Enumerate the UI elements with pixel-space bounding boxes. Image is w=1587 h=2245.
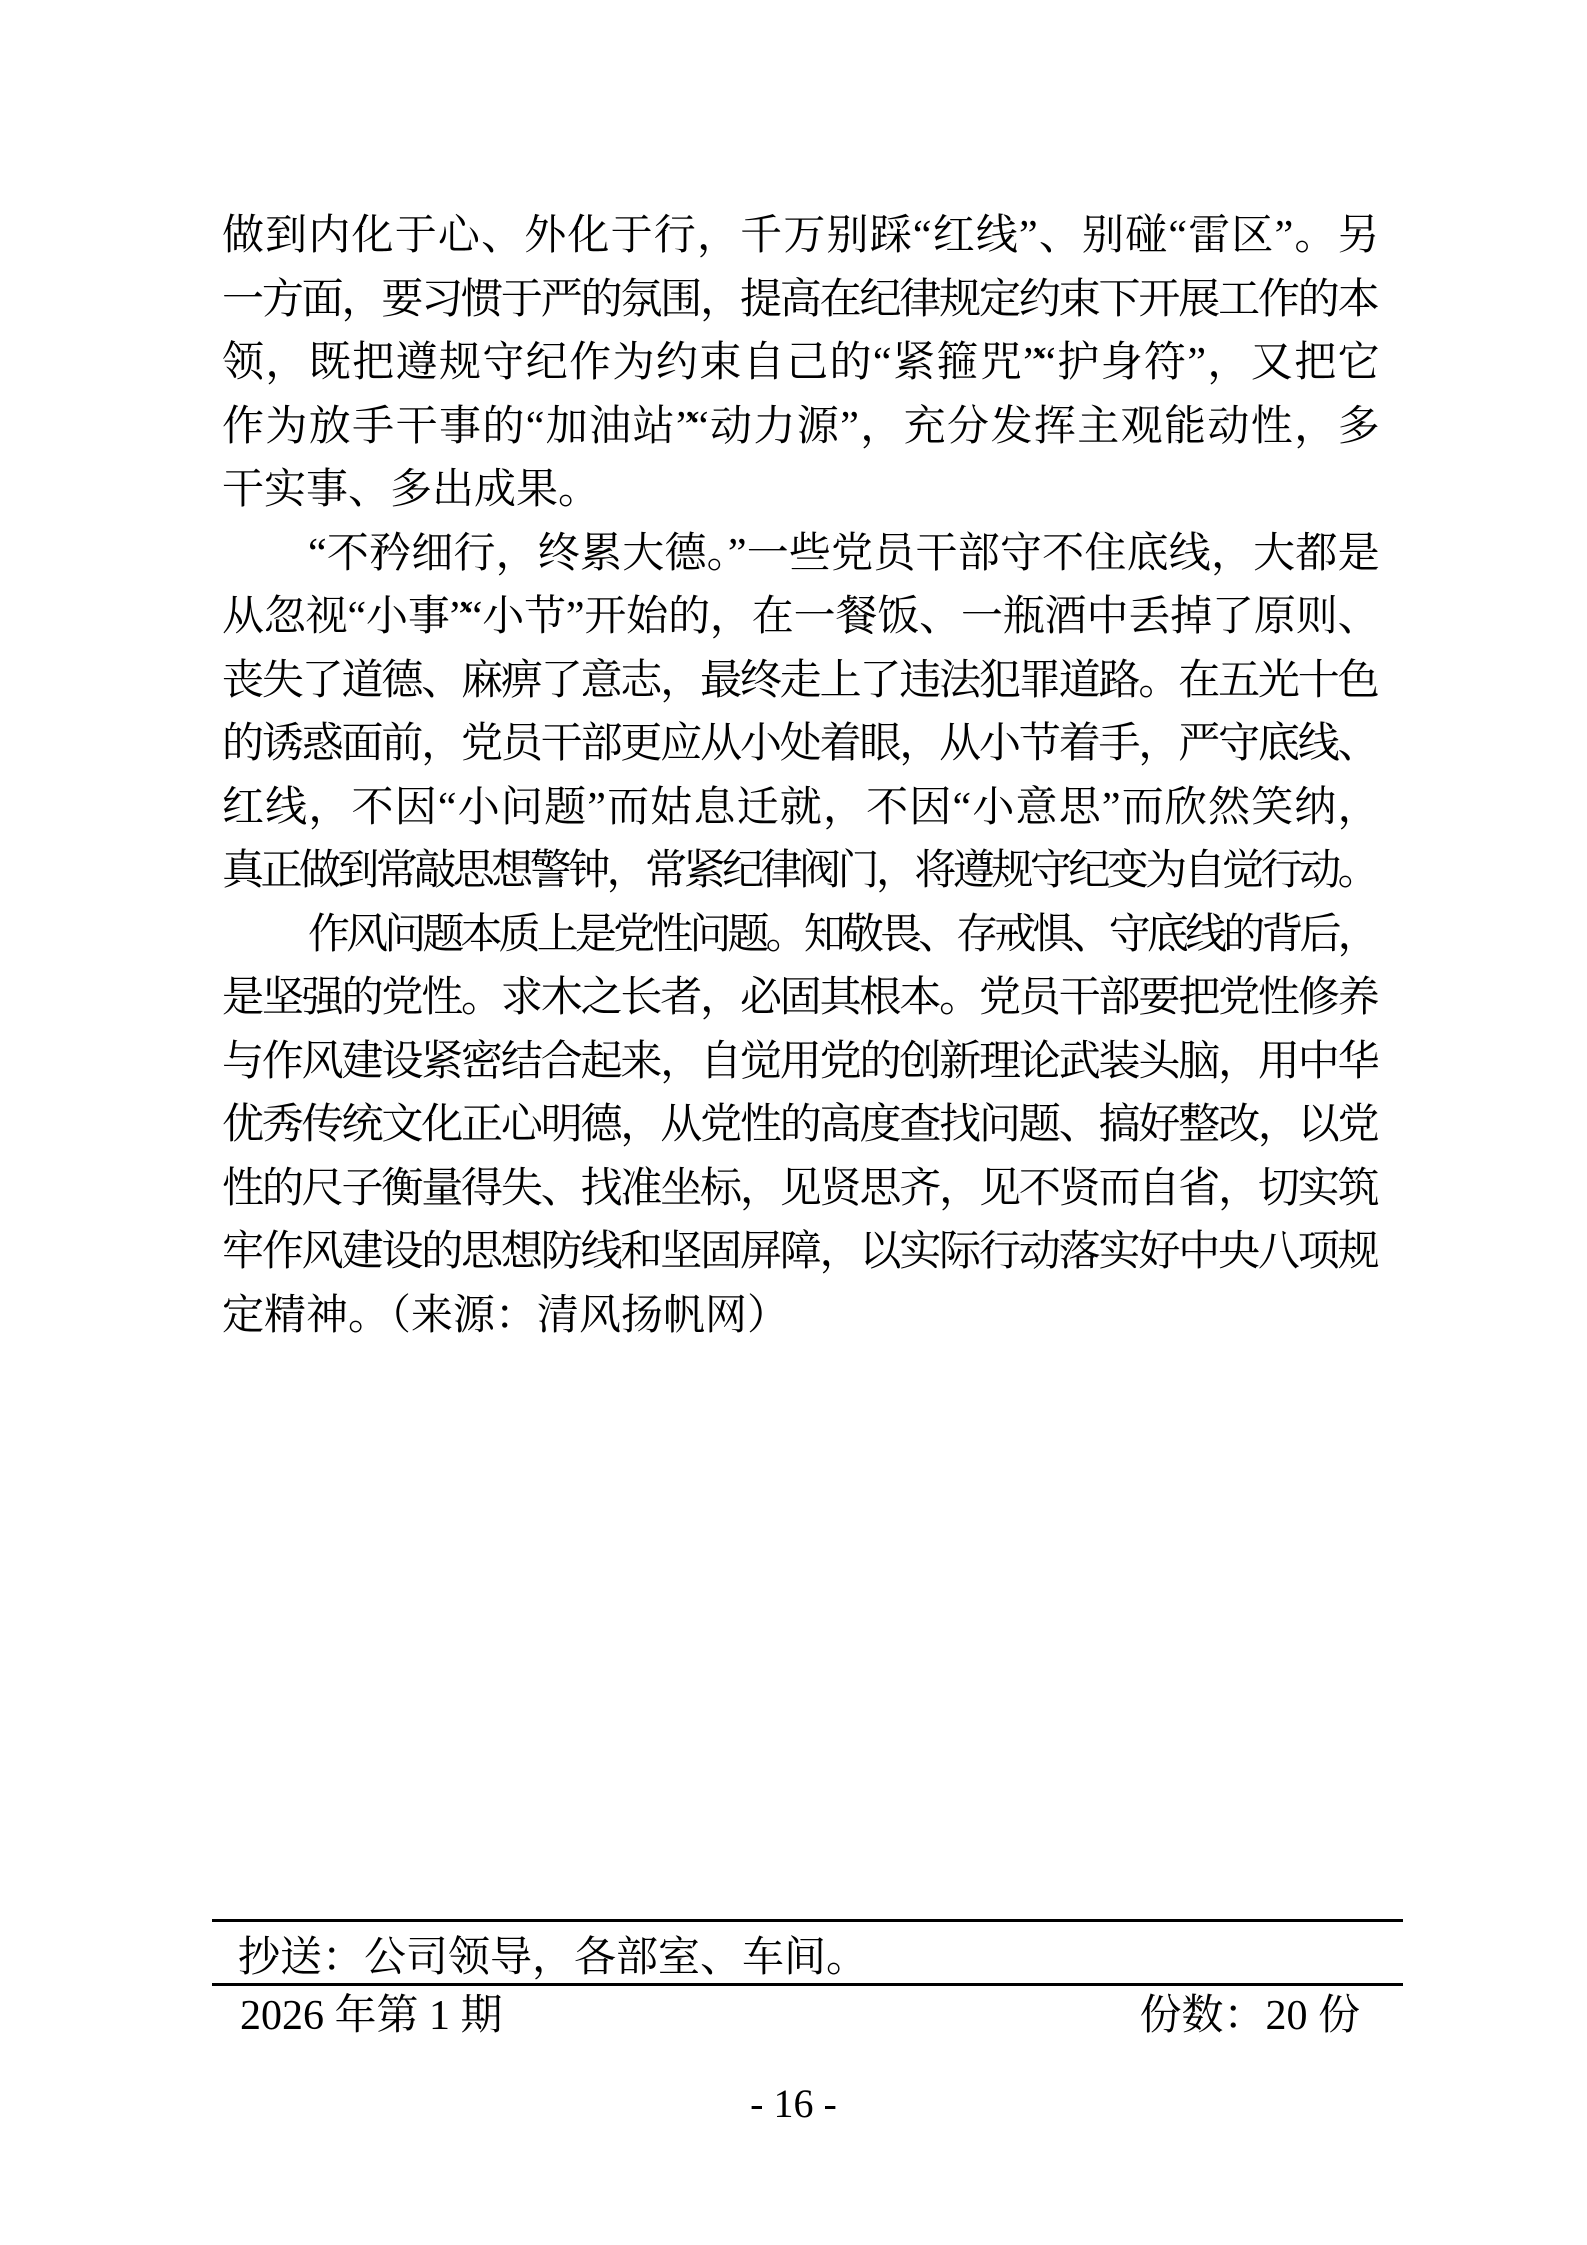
body-text <box>222 205 1375 1348</box>
body-line: “不矜细行，终累大德。”一些党员干部守不住底线，大都是 <box>308 530 1375 577</box>
body-line: 与作风建设紧密结合起来，自觉用党的创新理论武装头脑，用中华 <box>222 1038 1375 1085</box>
body-line: 作为放手干事的“加油站”“动力源”，充分发挥主观能动性，多 <box>222 403 1375 450</box>
body-line: 一方面，要习惯于严的氛围，提高在纪律规定约束下开展工作的本 <box>222 276 1375 323</box>
copy-to-line: 抄送：公司领导，各部室、车间。 <box>238 1935 869 1981</box>
body-line: 真正做到常敲思想警钟，常紧纪律阀门，将遵规守纪变为自觉行动。 <box>222 848 1375 894</box>
body-line: 干实事、多出成果。 <box>222 467 601 513</box>
body-line: 做到内化于心、外化于行，千万别踩“红线”、别碰“雷区”。另 <box>222 213 1375 259</box>
body-line: 的诱惑面前，党员干部更应从小处着眼，从小节着手，严守底线、 <box>222 721 1375 767</box>
body-line: 性的尺子衡量得失、找准坐标，见贤思齐，见不贤而自省，切实筑 <box>222 1165 1375 1212</box>
body-line: 从忽视“小事”“小节”开始的，在一餐饭、一瓶酒中丢掉了原则、 <box>222 594 1375 640</box>
body-line: 丧失了道德、麻痹了意志，最终走上了违法犯罪道路。在五光十色 <box>222 657 1375 704</box>
body-line: 是坚强的党性。求木之长者，必固其根本。党员干部要把党性修养 <box>222 975 1375 1021</box>
issue-label: 2026 年第 1 期 <box>240 1993 503 2039</box>
body-line: 红线，不因“小问题”而姑息迁就，不因“小意思”而欣然笑纳， <box>222 784 1375 831</box>
body-line: 作风问题本质上是党性问题。知敬畏、存戒惧、守底线的背后， <box>308 911 1375 958</box>
footer-divider-top <box>212 1919 1403 1922</box>
body-line: 领，既把遵规守纪作为约束自己的“紧箍咒”“护身符”，又把它 <box>222 340 1375 386</box>
footer-divider-bottom <box>212 1983 1403 1986</box>
body-line: 牢作风建设的思想防线和坚固屏障，以实际行动落实好中央八项规 <box>222 1229 1375 1275</box>
body-line: 定精神。（来源：清风扬帆网） <box>222 1292 790 1339</box>
body-line: 优秀传统文化正心明德，从党性的高度查找问题、搞好整改，以党 <box>222 1102 1375 1148</box>
copies-count: 份数：20 份 <box>1139 1993 1360 2039</box>
page-number: - 16 - <box>750 2081 837 2126</box>
issue-row <box>240 1994 1360 2038</box>
